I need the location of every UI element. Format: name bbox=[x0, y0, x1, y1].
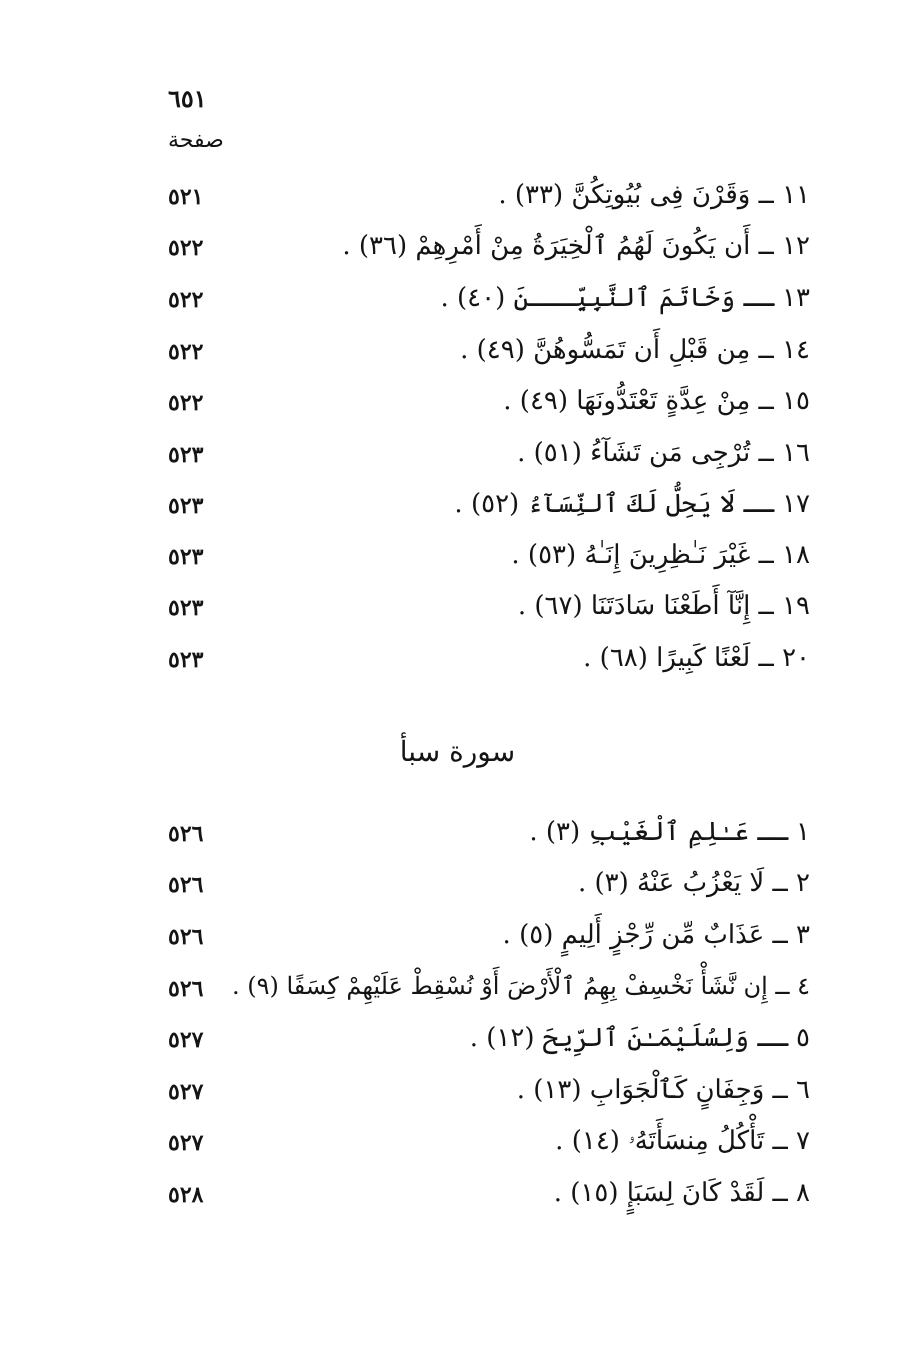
page-ref: ٥٢٢ bbox=[168, 235, 204, 261]
list-item bbox=[0, 1176, 915, 1216]
list-item bbox=[0, 815, 915, 855]
list-item bbox=[0, 1021, 915, 1061]
entry-text: ١٦ ــ تُرْجِى مَن تَشَآءُ (٥١) . bbox=[517, 438, 810, 468]
list-item bbox=[0, 229, 915, 269]
entry-text: ١٧ ــ لَا يَحِلُّ لَكَ ٱلنِّسَآءُ (٥٢) . bbox=[454, 489, 810, 519]
page-ref: ٥٢٣ bbox=[168, 595, 204, 621]
page-ref: ٥٢٧ bbox=[168, 1027, 204, 1053]
list-item bbox=[0, 333, 915, 373]
page-ref: ٥٢١ bbox=[168, 184, 204, 210]
page-column-label: صفحة bbox=[168, 128, 224, 153]
entry-text: ١٨ ــ غَيْرَ نَـٰظِرِينَ إِنَـٰهُ (٥٣) . bbox=[511, 540, 810, 570]
list-item bbox=[0, 487, 915, 527]
entry-text: ١٩ ــ إِنَّآ أَطَعْنَا سَادَتَنَا (٦٧) . bbox=[517, 591, 810, 621]
page-ref: ٥٢٢ bbox=[168, 339, 204, 365]
list-item bbox=[0, 1073, 915, 1113]
entry-text: ٤ ــ إِن نَّشَأْ نَخْسِفْ بِهِمُ ٱلْأَرْضَ أَوْ نُسْقِطْ عَلَيْهِمْ كِسَفًا (٩) . bbox=[231, 972, 810, 1000]
entry-text: ٢٠ ــ لَعْنًا كَبِيرًا (٦٨) . bbox=[583, 643, 810, 673]
page-ref: ٥٢٣ bbox=[168, 442, 204, 468]
page-ref: ٥٢٢ bbox=[168, 287, 204, 313]
list-item bbox=[0, 538, 915, 578]
entry-text: ٥ ــ وَلِسُلَيْمَـٰنَ ٱلرِّيحَ (١٢) . bbox=[469, 1023, 810, 1053]
page-ref: ٥٢٦ bbox=[168, 976, 204, 1002]
list-item bbox=[0, 866, 915, 906]
entry-text: ١ ــ عَـٰلِمِ ٱلْغَيْبِ (٣) . bbox=[529, 817, 810, 847]
page-ref: ٥٢٦ bbox=[168, 821, 204, 847]
entry-text: ٣ ــ عَذَابٌ مِّن رِّجْزٍ أَلِيمٍ (٥) . bbox=[502, 920, 810, 950]
page-number: ٦٥١ bbox=[168, 84, 207, 113]
entry-text: ١٥ ــ مِنْ عِدَّةٍ تَعْتَدُّونَهَا (٤٩) . bbox=[503, 386, 810, 416]
entry-text: ٧ ــ تَأْكُلُ مِنسَأَتَهُۥ (١٤) . bbox=[555, 1126, 810, 1156]
entry-text: ٨ ــ لَقَدْ كَانَ لِسَبَإٍ (١٥) . bbox=[553, 1178, 810, 1208]
list-item bbox=[0, 436, 915, 476]
page-ref: ٥٢٣ bbox=[168, 493, 204, 519]
list-item bbox=[0, 589, 915, 629]
list-item bbox=[0, 641, 915, 681]
list-item bbox=[0, 918, 915, 958]
entry-text: ١٣ ــ وَخَاتَمَ ٱلنَّبِيِّـــنَ (٤٠) . bbox=[440, 283, 810, 313]
entry-text: ٢ ــ لَا يَعْزُبُ عَنْهُ (٣) . bbox=[577, 868, 810, 898]
list-item bbox=[0, 384, 915, 424]
page-ref: ٥٢٦ bbox=[168, 924, 204, 950]
list-item bbox=[0, 1124, 915, 1164]
page-ref: ٥٢٧ bbox=[168, 1130, 204, 1156]
page-ref: ٥٢٨ bbox=[168, 1182, 204, 1208]
list-item bbox=[0, 970, 915, 1010]
page-ref: ٥٢٦ bbox=[168, 872, 204, 898]
section-title: سورة سبأ bbox=[399, 735, 516, 768]
entry-text: ٦ ــ وَجِفَانٍ كَٱلْجَوَابِ (١٣) . bbox=[516, 1075, 810, 1105]
entry-text: ١١ ــ وَقَرْنَ فِى بُيُوتِكُنَّ (٣٣) . bbox=[498, 180, 810, 210]
page-ref: ٥٢٢ bbox=[168, 390, 204, 416]
page-ref: ٥٢٧ bbox=[168, 1079, 204, 1105]
page-ref: ٥٢٣ bbox=[168, 544, 204, 570]
page-ref: ٥٢٣ bbox=[168, 647, 204, 673]
list-item bbox=[0, 281, 915, 321]
list-item bbox=[0, 178, 915, 218]
entry-text: ١٤ ــ مِن قَبْلِ أَن تَمَسُّوهُنَّ (٤٩) . bbox=[460, 335, 810, 365]
entry-text: ١٢ ــ أَن يَكُونَ لَهُمُ ٱلْخِيَرَةُ مِنْ أَمْرِهِمْ (٣٦) . bbox=[342, 231, 810, 261]
